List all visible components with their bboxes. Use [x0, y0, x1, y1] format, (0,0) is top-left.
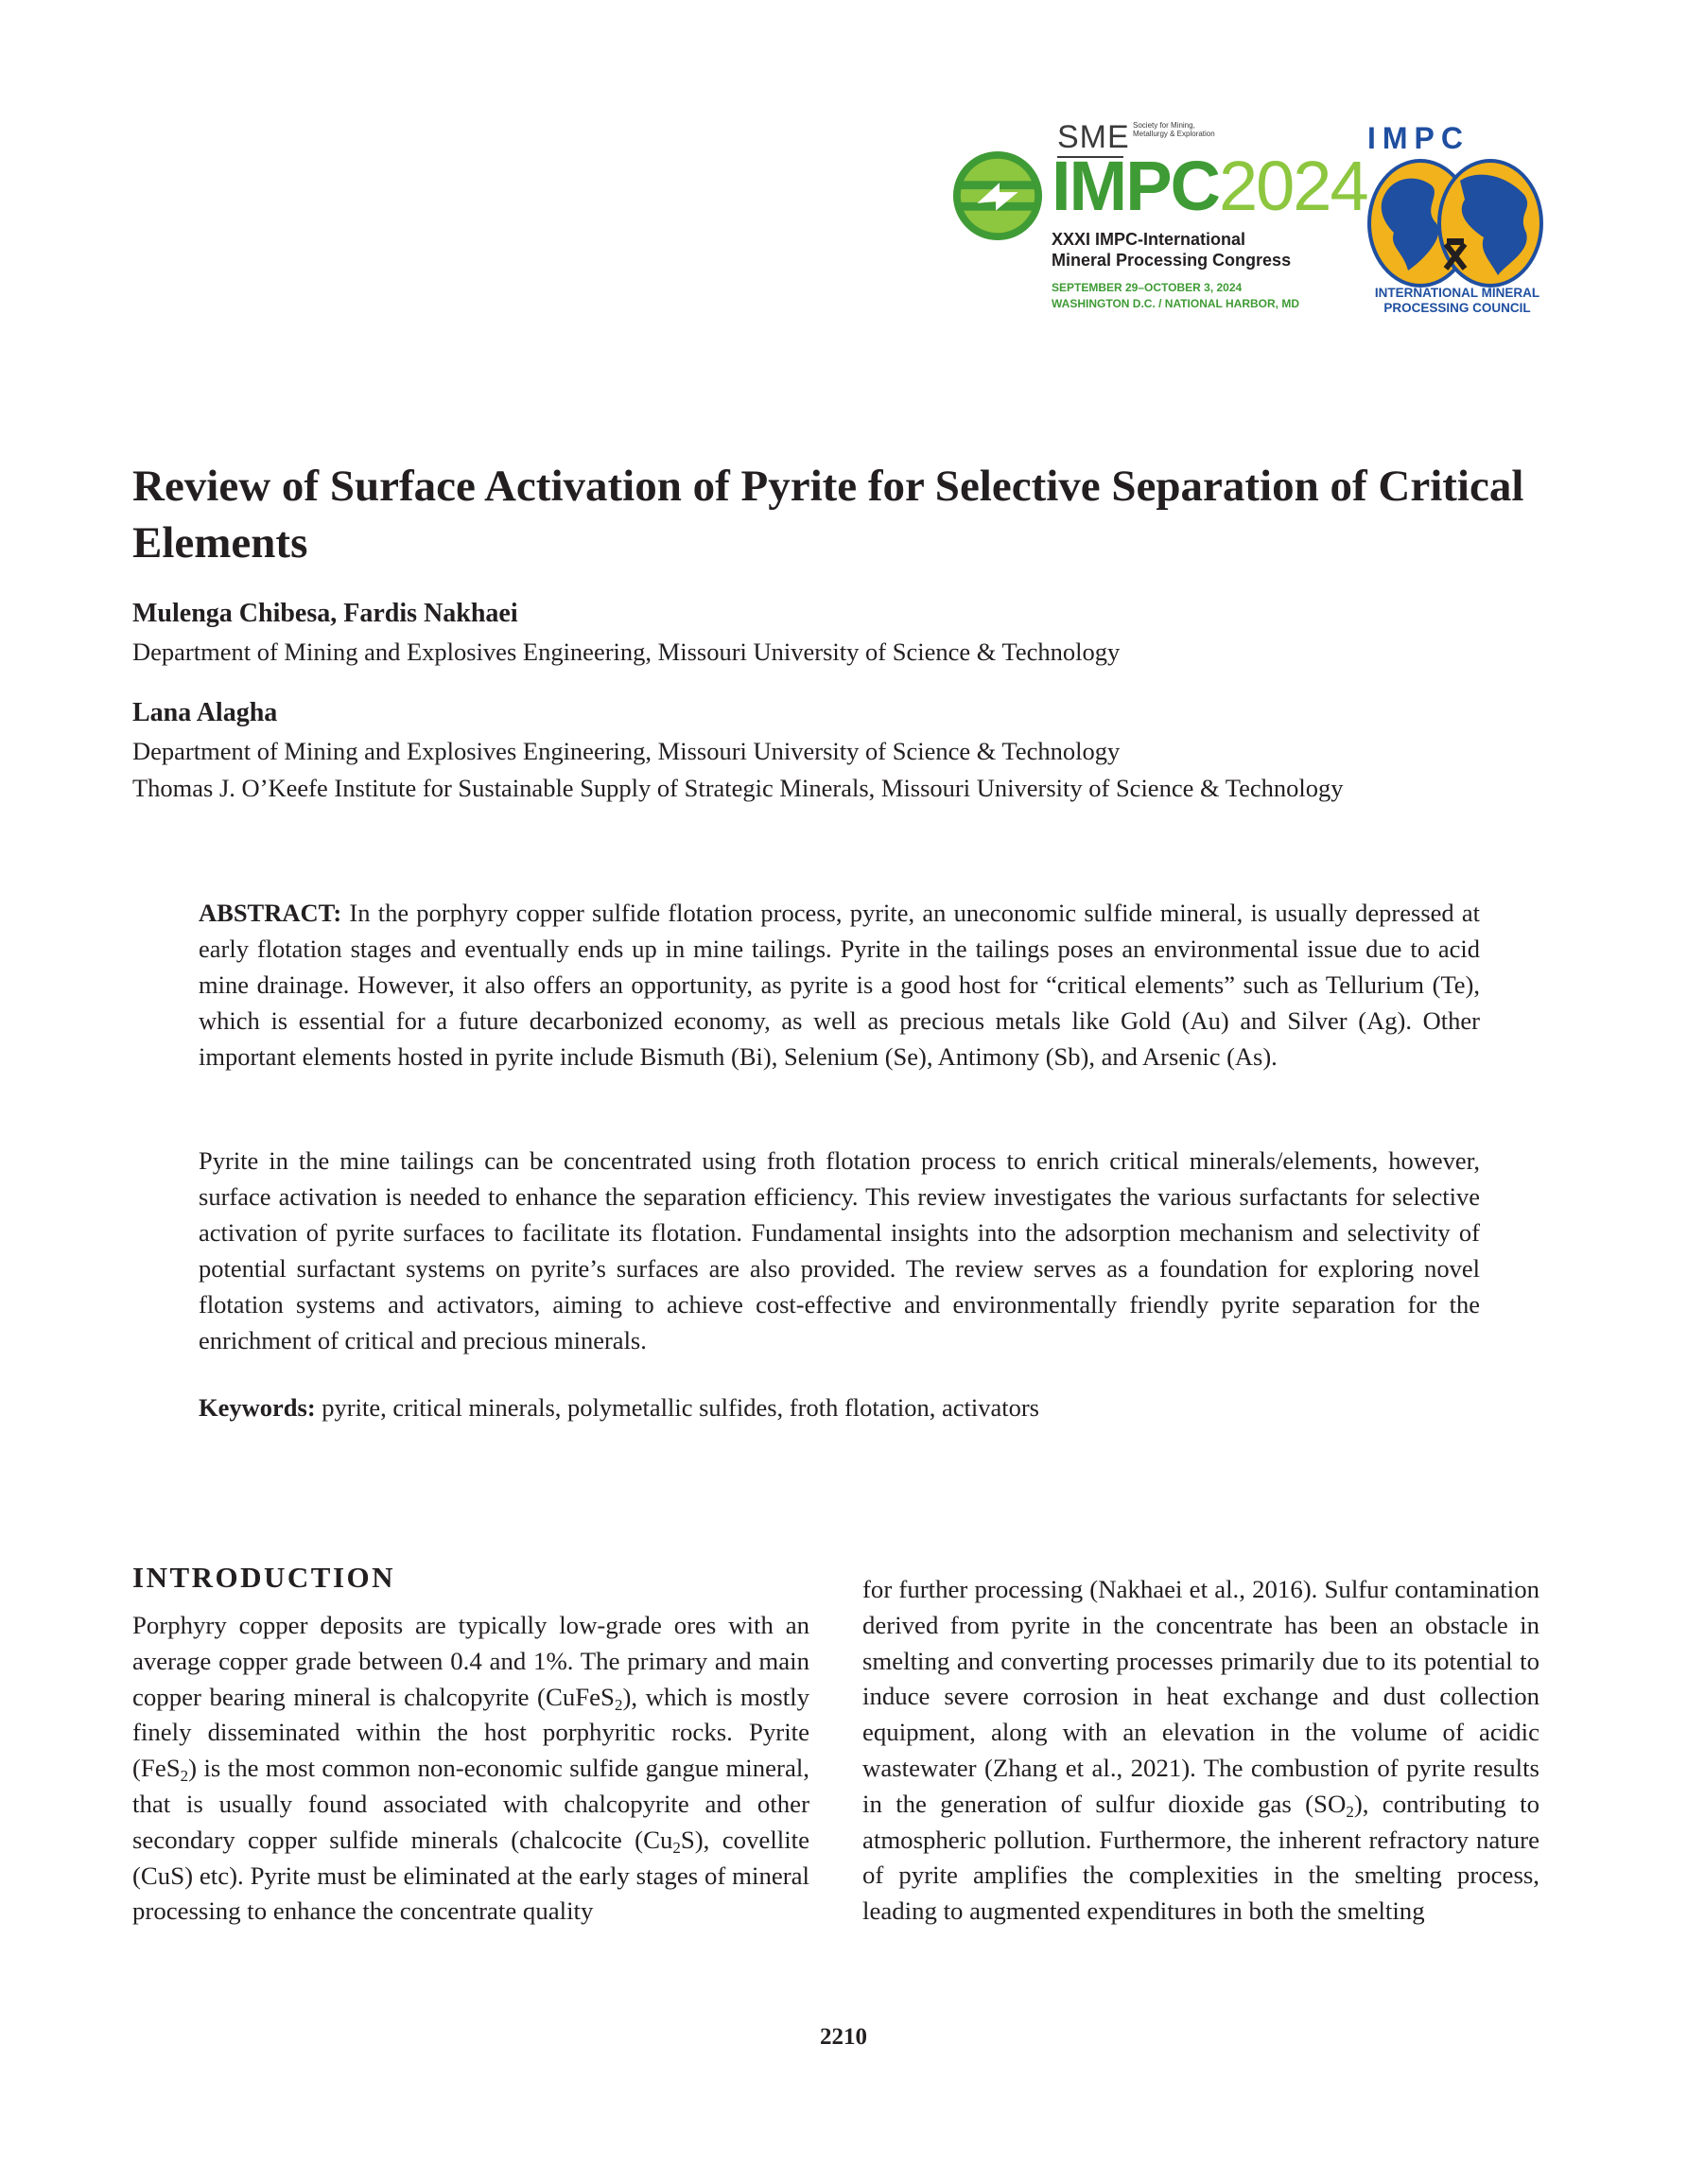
abstract-text-2: Pyrite in the mine tailings can be concentrated using froth flotation process to enrich critical minerals/elements, however, surface activation is needed to enhance the separation efficiency. This review investigates the various surfactants for selective activation of pyrite surfaces to facilitate its flotation. Fundamental insights into the adsorption mechanism and selectivity of potential surfactant systems on pyrite’s surfaces are also provided. The review serves as a foundation for exploring novel flotation systems and activators, aiming to achieve cost-effective and environmentally friendly pyrite separation for the enrichment of critical and precious minerals.: [199, 1146, 1480, 1354]
author-group-1: Mulenga Chibesa, Fardis Nakhaei: [132, 599, 518, 628]
intro-left-text-3: ) is the most common non-economic sulfide gangue mineral, that is usually found associated with chalcopyrite and other secondary copper sulfide minerals (chalcocite (Cu: [132, 1754, 809, 1854]
intro-left-text-1: Porphyry copper deposits are typically low-grade ores with an average copper grade between 0.4 and 1%. The primary and main copper bearing mineral is chalcopyrite (CuFeS: [132, 1611, 809, 1711]
intro-right-column: [862, 1572, 1539, 1930]
impc2024-wordmark: [1052, 147, 1367, 225]
council-name-line1: INTERNATIONAL MINERAL: [1374, 286, 1540, 300]
intro-right-text-2: ), contributing to atmospheric pollution. Furthermore, the inherent refractory nature of pyrite amplifies the complexities in the smelting process, leading to augmented expenditures in both the smelting: [862, 1789, 1539, 1926]
subscript: 2: [1346, 1802, 1354, 1821]
congress-line1: XXXI IMPC-International: [1052, 230, 1246, 249]
subscript: 2: [614, 1695, 623, 1714]
paper-title: Review of Surface Activation of Pyrite for Selective Separation of Critical Elements: [132, 462, 1524, 568]
affiliation-2a: Department of Mining and Explosives Engineering, Missouri University of Science & Technology: [132, 737, 1121, 765]
impc-text: IMPC: [1052, 147, 1219, 225]
abstract-text-1: In the porphyry copper sulfide flotation process, pyrite, an uneconomic sulfide mineral, is usually depressed at early flotation stages and eventually ends up in mine tailings. Pyrite in the tailings poses an environmental issue due to acid mine drainage. However, it also offers an opportunity, as pyrite is a good host for “critical elements” such as Tellurium (Te), which is essential for a future decarbonized economy, as well as precious metals like Gold (Au) and Silver (Ag). Other important elements hosted in pyrite include Bismuth (Bi), Selenium (Se), Antimony (Sb), and Arsenic (As).: [199, 899, 1480, 1071]
congress-dates: [1052, 280, 1299, 312]
affiliation-2b: Thomas J. O’Keefe Institute for Sustainable Supply of Strategic Minerals, Missouri University of Science & Technology: [132, 774, 1344, 802]
congress-date-text: SEPTEMBER 29–OCTOBER 3, 2024: [1052, 281, 1243, 294]
year-text: 2024: [1219, 147, 1367, 225]
intro-right-text-1: for further processing (Nakhaei et al., 2016). Sulfur contamination derived from pyrite in the concentrate has been an obstacle in smelting and converting processes primarily due to its potential to induce severe corrosion in heat exchange and dust collection equipment, along with an elevation in the volume of acidic wastewater (Zhang et al., 2021). The combustion of pyrite results in the generation of sulfur dioxide gas (SO: [862, 1575, 1539, 1818]
intro-left-column: [132, 1608, 809, 1930]
introduction-heading: INTRODUCTION: [132, 1561, 396, 1594]
page-number: 2210: [820, 2024, 867, 2050]
author-group-2: Lana Alagha: [132, 698, 278, 727]
intro-left-text-4: S), covellite (CuS) etc). Pyrite must be eliminated at the early stages of mineral processing to enhance the concentrate quality: [132, 1825, 810, 1926]
keywords-label: Keywords:: [199, 1393, 316, 1422]
congress-line2: Mineral Processing Congress: [1052, 251, 1292, 270]
congress-location-text: WASHINGTON D.C. / NATIONAL HARBOR, MD: [1052, 297, 1299, 310]
affiliation-1: Department of Mining and Explosives Engineering, Missouri University of Science & Technology: [132, 638, 1121, 666]
keywords-text: pyrite, critical minerals, polymetallic sulfides, froth flotation, activators: [322, 1393, 1039, 1422]
impc2024-emblem-icon: [951, 149, 1044, 242]
abstract-paragraph-1: [199, 895, 1480, 1075]
congress-name: [1052, 229, 1291, 271]
globe-icon: [1365, 157, 1545, 291]
subscript: 2: [180, 1767, 189, 1786]
sme-society-text: Society for Mining, Metallurgy & Exploration: [1133, 121, 1215, 138]
sme-wordmark: SME: [1057, 119, 1130, 155]
abstract-label: ABSTRACT:: [199, 899, 342, 927]
council-name-line2: PROCESSING COUNCIL: [1383, 301, 1531, 315]
subscript: 2: [672, 1838, 681, 1857]
council-title: IMPC: [1367, 121, 1470, 155]
intro-left-text-2: ), which is mostly finely disseminated within the host porphyritic rocks. Pyrite (FeS: [132, 1682, 809, 1783]
council-name: [1358, 286, 1557, 316]
keywords: [199, 1389, 1480, 1425]
abstract-paragraph-2: [199, 1143, 1480, 1358]
